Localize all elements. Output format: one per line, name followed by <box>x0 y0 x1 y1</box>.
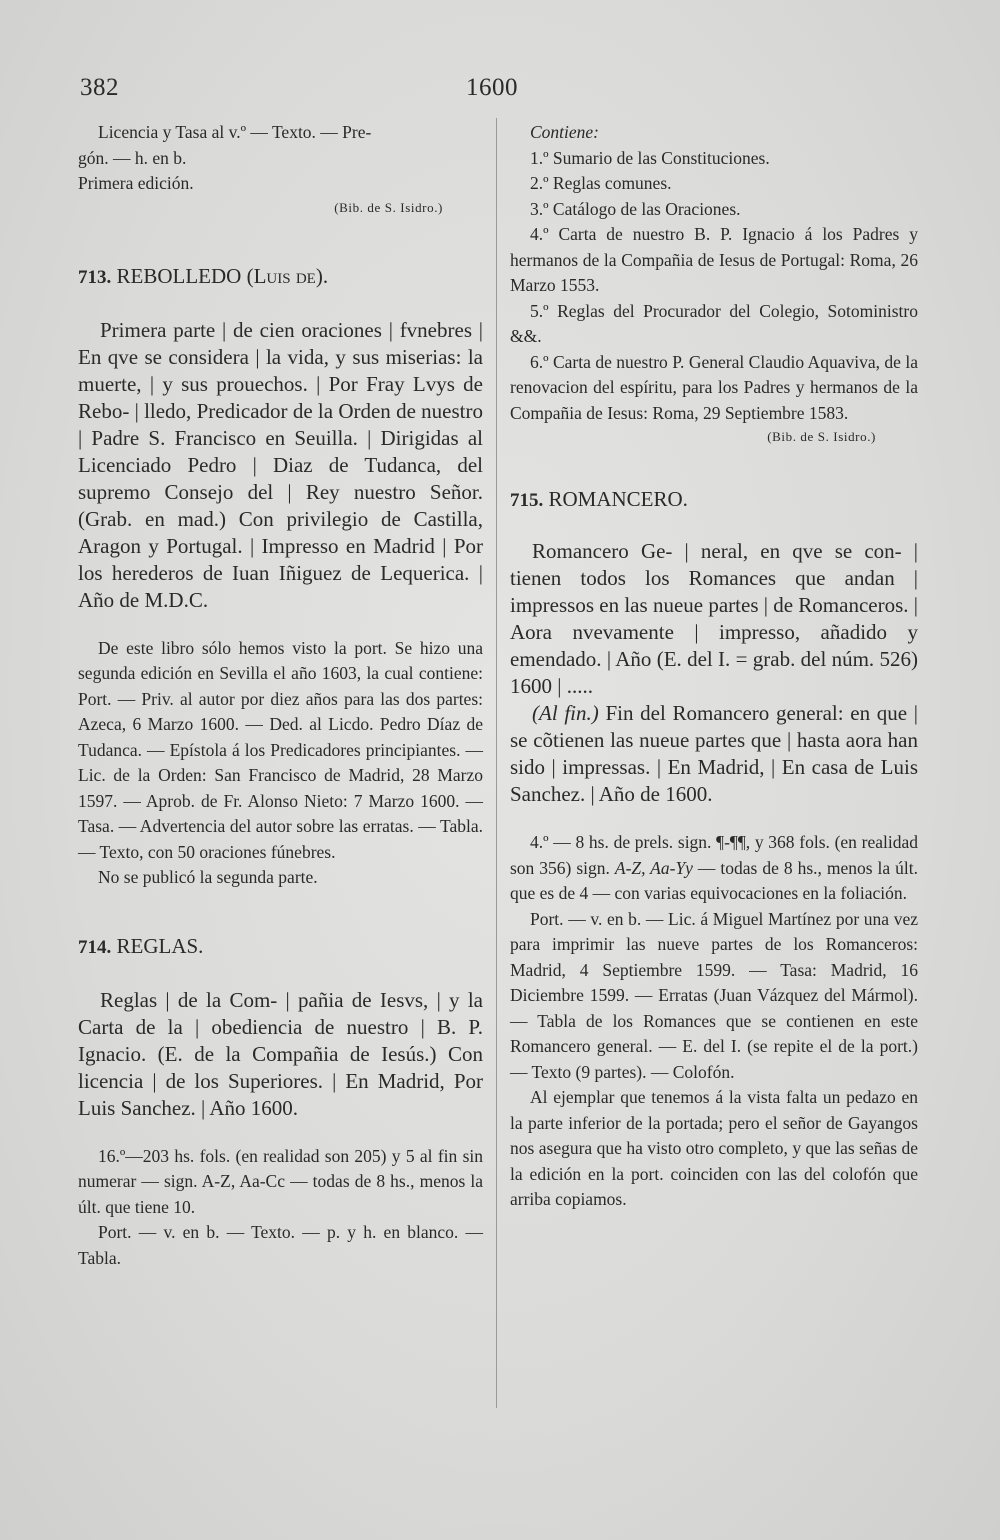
contents-item: 4.º Carta de nuestro B. P. Ignacio á los Padres y hermanos de la Compañia de Iesus de Portugal: Roma, 26 Marzo 1553. <box>510 224 918 295</box>
continued-line: Licencia y Tasa al v.º — Texto. — Pre- <box>98 122 372 142</box>
source-library: (Bib. de S. Isidro.) <box>334 199 443 215</box>
colophon-text: Fin del Romancero general: en que | se cõtienen las nueue partes que | hasta aora han sido | impressas. | En Madrid, | En casa de Luis Sanchez. | Año de 1600. <box>510 701 919 806</box>
entry-name-smallcaps: Luis de <box>253 263 316 288</box>
right-column <box>510 118 918 1213</box>
title-transcription-713: Primera parte | de cien oraciones | fvnebres | En qve se considera | la vida, y sus miserias: la muerte, | y sus prouechos. | Por Fray Lvys de Rebo- | lledo, Predicador de la Orden de nuestro | Padre S. Francisco en Seuilla. | Dirigidas al Licenciado Pedro | Diaz de Tudanca, del supremo Consejo del | Rey nuestro Señor. (Grab. en mad.) Con privilegio de Castilla, Aragon y Portugal. | Impresso en Madrid | Por los herederos de Iuan Iñiguez de Lequerica. | Año de M.D.C. <box>78 317 483 612</box>
note-713: No se publicó la segunda parte. <box>98 867 318 887</box>
page-number: 382 <box>80 74 119 101</box>
page-header <box>0 74 1000 110</box>
entry-heading-714 <box>78 933 483 961</box>
description-715b: Port. — v. en b. — Lic. á Miguel Martínez por una vez para imprimir las nueve partes de los Romanceros: Madrid, 4 Septiembre 1599. — Tasa: Madrid, 16 Diciembre 1599. — Erratas (Juan Vázquez del Mármol). — Tabla de los Romances que se contienen en este Romancero general. — E. del I. (se repite el de la port.) — Texto (9 partes). — Colofón. <box>510 908 918 1082</box>
left-column <box>78 118 483 1271</box>
contents-item: 6.º Carta de nuestro P. General Claudio Aquaviva, de la renovacion del espíritu, para los Padres y hermanos de la Compañia de Iesus: Roma, 29 Septiembre 1583. <box>510 351 918 423</box>
entry-name-end: ). <box>315 263 329 288</box>
entry-name: ROMANCERO. <box>548 487 688 511</box>
contents-item: 5.º Reglas del Procurador del Colegio, Sotoministro &&. <box>510 300 918 346</box>
entry-heading-715 <box>510 486 918 514</box>
entry-heading-713 <box>78 263 483 291</box>
contents-label: Contiene: <box>530 122 600 142</box>
description-715a <box>510 830 918 907</box>
description-713: De este libro sólo hemos visto la port. Se hizo una segunda edición en Sevilla el año 1603, la cual contiene: Port. — Priv. al autor por diez años para las dos partes: Azeca, 6 Marzo 1600. — Ded. al Licdo. Pedro Díaz de Tudanca. — Epístola á los Predicadores principiantes. — Lic. de la Orden: San Francisco de Madrid, 28 Marzo 1597. — Aprob. de Fr. Alonso Nieto: 7 Marzo 1600. — Tasa. — Advertencia del autor sobre las erratas. — Tabla. — Texto, con 50 oraciones fúnebres. <box>78 637 483 862</box>
description-714b: Port. — v. en b. — Texto. — p. y h. en blanco. — Tabla. <box>78 1222 483 1268</box>
colophon <box>510 700 918 808</box>
title-transcription-714: Reglas | de la Com- | pañia de Iesvs, | y la Carta de la | obediencia de nuestro | B. P. Ignacio. (E. de la Compañia de Iesús.) Con licencia | de los Superiores. | En Madrid, Por Luis Sanchez. | Año 1600. <box>78 987 483 1120</box>
contents-item: 1.º Sumario de las Constituciones. <box>530 147 770 168</box>
entry-name: REGLAS. <box>116 933 204 958</box>
description-715c: Al ejemplar que tenemos á la vista falta un pedazo en la parte inferior de la portada; pero el señor de Gayangos nos asegura que ha visto otro completo, y que las señas de la edición en la port. coinciden con las del colofón que arriba copiamos. <box>510 1087 918 1209</box>
collation-text-end: — todas de 8 hs., menos la últ. que es de 4 — con varias equivocaciones en la foliación. <box>510 857 919 903</box>
signature-range: A-Z, Aa-Yy <box>614 857 693 878</box>
contents-item: 2.º Reglas comunes. <box>530 173 672 193</box>
continued-line: Primera edición. <box>78 173 194 193</box>
entry-number: 715. <box>510 490 544 511</box>
contents-item: 3.º Catálogo de las Oraciones. <box>530 198 741 219</box>
entry-number: 714. <box>78 936 112 958</box>
running-head-year: 1600 <box>466 74 518 101</box>
continued-text <box>78 120 483 197</box>
continued-line: gón. — h. en b. <box>78 147 187 168</box>
description-714: 16.º—203 hs. fols. (en realidad son 205) y 5 al fin sin numerar — sign. A-Z, Aa-Cc — todas de 8 hs., menos la últ. que tiene 10. <box>78 1145 483 1217</box>
entry-name: REBOLLEDO ( <box>116 263 254 288</box>
column-divider <box>496 118 497 1408</box>
title-transcription-715: Romancero Ge- | neral, en qve se con- | tienen todos los Romances que andan | impressos en las nueue partes | de Romanceros. | Aora nvevamente | impresso, añadido y emendado. | Año (E. del I. = grab. del núm. 526) 1600 | ..... <box>510 539 918 698</box>
colophon-label: (Al fin.) <box>532 701 599 725</box>
entry-number: 713. <box>78 266 112 288</box>
collation-text: 4.º — 8 hs. de prels. sign. ¶-¶¶, y 368 fols. (en realidad son 356) sign. <box>510 832 918 878</box>
source-library: (Bib. de S. Isidro.) <box>767 429 876 444</box>
